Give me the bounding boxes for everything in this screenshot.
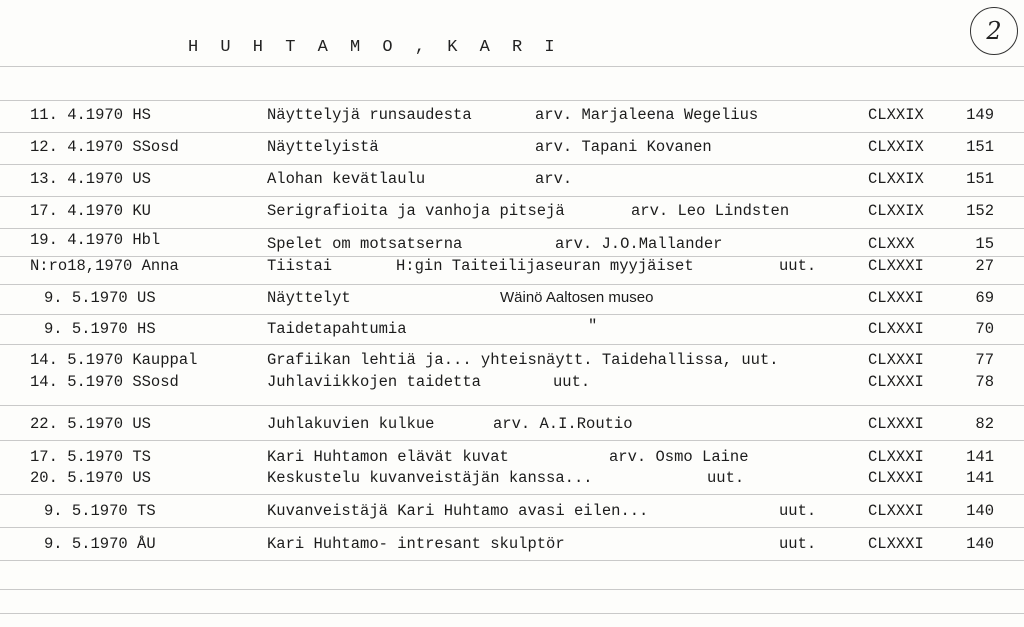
rule-line [0, 589, 1024, 590]
entry-note: " [588, 317, 598, 335]
entry-date: 9. 5.1970 ÅU [44, 535, 156, 553]
list-item [0, 415, 1024, 437]
entry-note: arv. Marjaleena Wegelius [535, 106, 759, 124]
list-item [0, 448, 1024, 470]
entry-date: N:ro18,1970 Anna [30, 257, 179, 275]
list-item [0, 373, 1024, 395]
entry-page: 141 [966, 469, 994, 487]
rule-line [0, 527, 1024, 528]
entry-date: 17. 4.1970 KU [30, 202, 151, 220]
entry-volume: CLXXXI [868, 320, 924, 338]
entry-page: 77 [975, 351, 994, 369]
rule-line [0, 344, 1024, 345]
entry-page: 140 [966, 535, 994, 553]
entry-page: 82 [975, 415, 994, 433]
entry-date: 14. 5.1970 SSosd [30, 373, 179, 391]
entry-date: 11. 4.1970 HS [30, 106, 151, 124]
entry-page: 151 [966, 138, 994, 156]
entry-title: Grafiikan lehtiä ja... yhteisnäytt. Taidehallissa, uut. [267, 351, 779, 369]
entry-date: 17. 5.1970 TS [30, 448, 151, 466]
entry-title: Alohan kevätlaulu [267, 170, 426, 188]
entry-page: 149 [966, 106, 994, 124]
entry-title: Näyttelyjä runsaudesta [267, 106, 472, 124]
entry-date: 19. 4.1970 Hbl [30, 231, 161, 249]
entry-volume: CLXXXI [868, 415, 924, 433]
rule-line [0, 132, 1024, 133]
entry-volume: CLXXIX [868, 170, 924, 188]
entry-page: 69 [975, 289, 994, 307]
entry-page: 141 [966, 448, 994, 466]
entry-page: 152 [966, 202, 994, 220]
rule-line [0, 228, 1024, 229]
entry-title: Kari Huhtamon elävät kuvat [267, 448, 509, 466]
list-item [0, 535, 1024, 557]
entry-volume: CLXXXI [868, 535, 924, 553]
list-item [0, 202, 1024, 224]
rule-line [0, 405, 1024, 406]
rule-line [0, 314, 1024, 315]
entry-date: 22. 5.1970 US [30, 415, 151, 433]
entry-note: arv. Osmo Laine [609, 448, 749, 466]
list-item [0, 351, 1024, 373]
entry-volume: CLXXXI [868, 448, 924, 466]
rule-line [0, 560, 1024, 561]
entry-note: arv. [535, 170, 573, 188]
entry-title: Kari Huhtamo- intresant skulptör [267, 535, 565, 553]
list-item [0, 502, 1024, 524]
entry-note: uut. [553, 373, 591, 391]
entry-note: uut. [779, 502, 817, 520]
entry-title: Spelet om motsatserna [267, 235, 463, 253]
list-item [0, 231, 1024, 253]
entry-volume: CLXXXI [868, 373, 924, 391]
entry-note: uut. [707, 469, 745, 487]
rule-line [0, 494, 1024, 495]
entry-date: 9. 5.1970 HS [44, 320, 156, 338]
list-item [0, 106, 1024, 128]
entry-page: 27 [975, 257, 994, 275]
entry-date: 20. 5.1970 US [30, 469, 151, 487]
entry-page: 15 [975, 235, 994, 253]
entry-volume: CLXXXI [868, 351, 924, 369]
entry-note: H:gin Taiteilijaseuran myyjäiset [396, 257, 694, 275]
entry-note: arv. J.O.Mallander [555, 235, 723, 253]
rule-line [0, 440, 1024, 441]
entry-note: arv. Tapani Kovanen [535, 138, 712, 156]
list-item [0, 257, 1024, 279]
entry-page: 78 [975, 373, 994, 391]
entry-volume: CLXXXI [868, 469, 924, 487]
entry-date: 9. 5.1970 US [44, 289, 156, 307]
entry-volume: CLXXX [868, 235, 915, 253]
entry-volume: CLXXXI [868, 502, 924, 520]
entry-volume: CLXXIX [868, 202, 924, 220]
page-number-circle: 2 [970, 7, 1018, 55]
entry-title: Taidetapahtumia [267, 320, 407, 338]
entry-volume: CLXXXI [868, 257, 924, 275]
entry-title: Näyttelyt [267, 289, 351, 307]
list-item [0, 138, 1024, 160]
list-item [0, 170, 1024, 192]
entry-title: Keskustelu kuvanveistäjän kanssa... [267, 469, 593, 487]
list-item [0, 469, 1024, 491]
rule-line [0, 66, 1024, 67]
entry-title: Juhlakuvien kulkue [267, 415, 435, 433]
entry-title: Serigrafioita ja vanhoja pitsejä [267, 202, 565, 220]
rule-line [0, 100, 1024, 101]
entry-date: 9. 5.1970 TS [44, 502, 156, 520]
entry-title: Juhlaviikkojen taidetta [267, 373, 481, 391]
card-heading: H U H T A M O , K A R I [188, 38, 561, 57]
entry-note: arv. A.I.Routio [493, 415, 633, 433]
entry-volume: CLXXIX [868, 106, 924, 124]
rule-line [0, 196, 1024, 197]
entry-page: 70 [975, 320, 994, 338]
entry-note-type: uut. [779, 257, 817, 275]
entry-title: Kuvanveistäjä Kari Huhtamo avasi eilen... [267, 502, 649, 520]
list-item [0, 289, 1024, 311]
entry-title: Näyttelyistä [267, 138, 379, 156]
entry-page: 151 [966, 170, 994, 188]
list-item [0, 317, 1024, 342]
entry-note: arv. Leo Lindsten [631, 202, 790, 220]
entry-volume: CLXXXI [868, 289, 924, 307]
rule-line [0, 284, 1024, 285]
entry-date: 14. 5.1970 Kauppal [30, 351, 198, 369]
rule-line [0, 613, 1024, 614]
entry-note: Wäinö Aaltosen museo [500, 289, 654, 306]
entry-title: Tiistai [267, 257, 333, 275]
entry-note: uut. [779, 535, 817, 553]
entry-volume: CLXXIX [868, 138, 924, 156]
rule-line [0, 164, 1024, 165]
entry-date: 13. 4.1970 US [30, 170, 151, 188]
entry-date: 12. 4.1970 SSosd [30, 138, 179, 156]
entry-page: 140 [966, 502, 994, 520]
